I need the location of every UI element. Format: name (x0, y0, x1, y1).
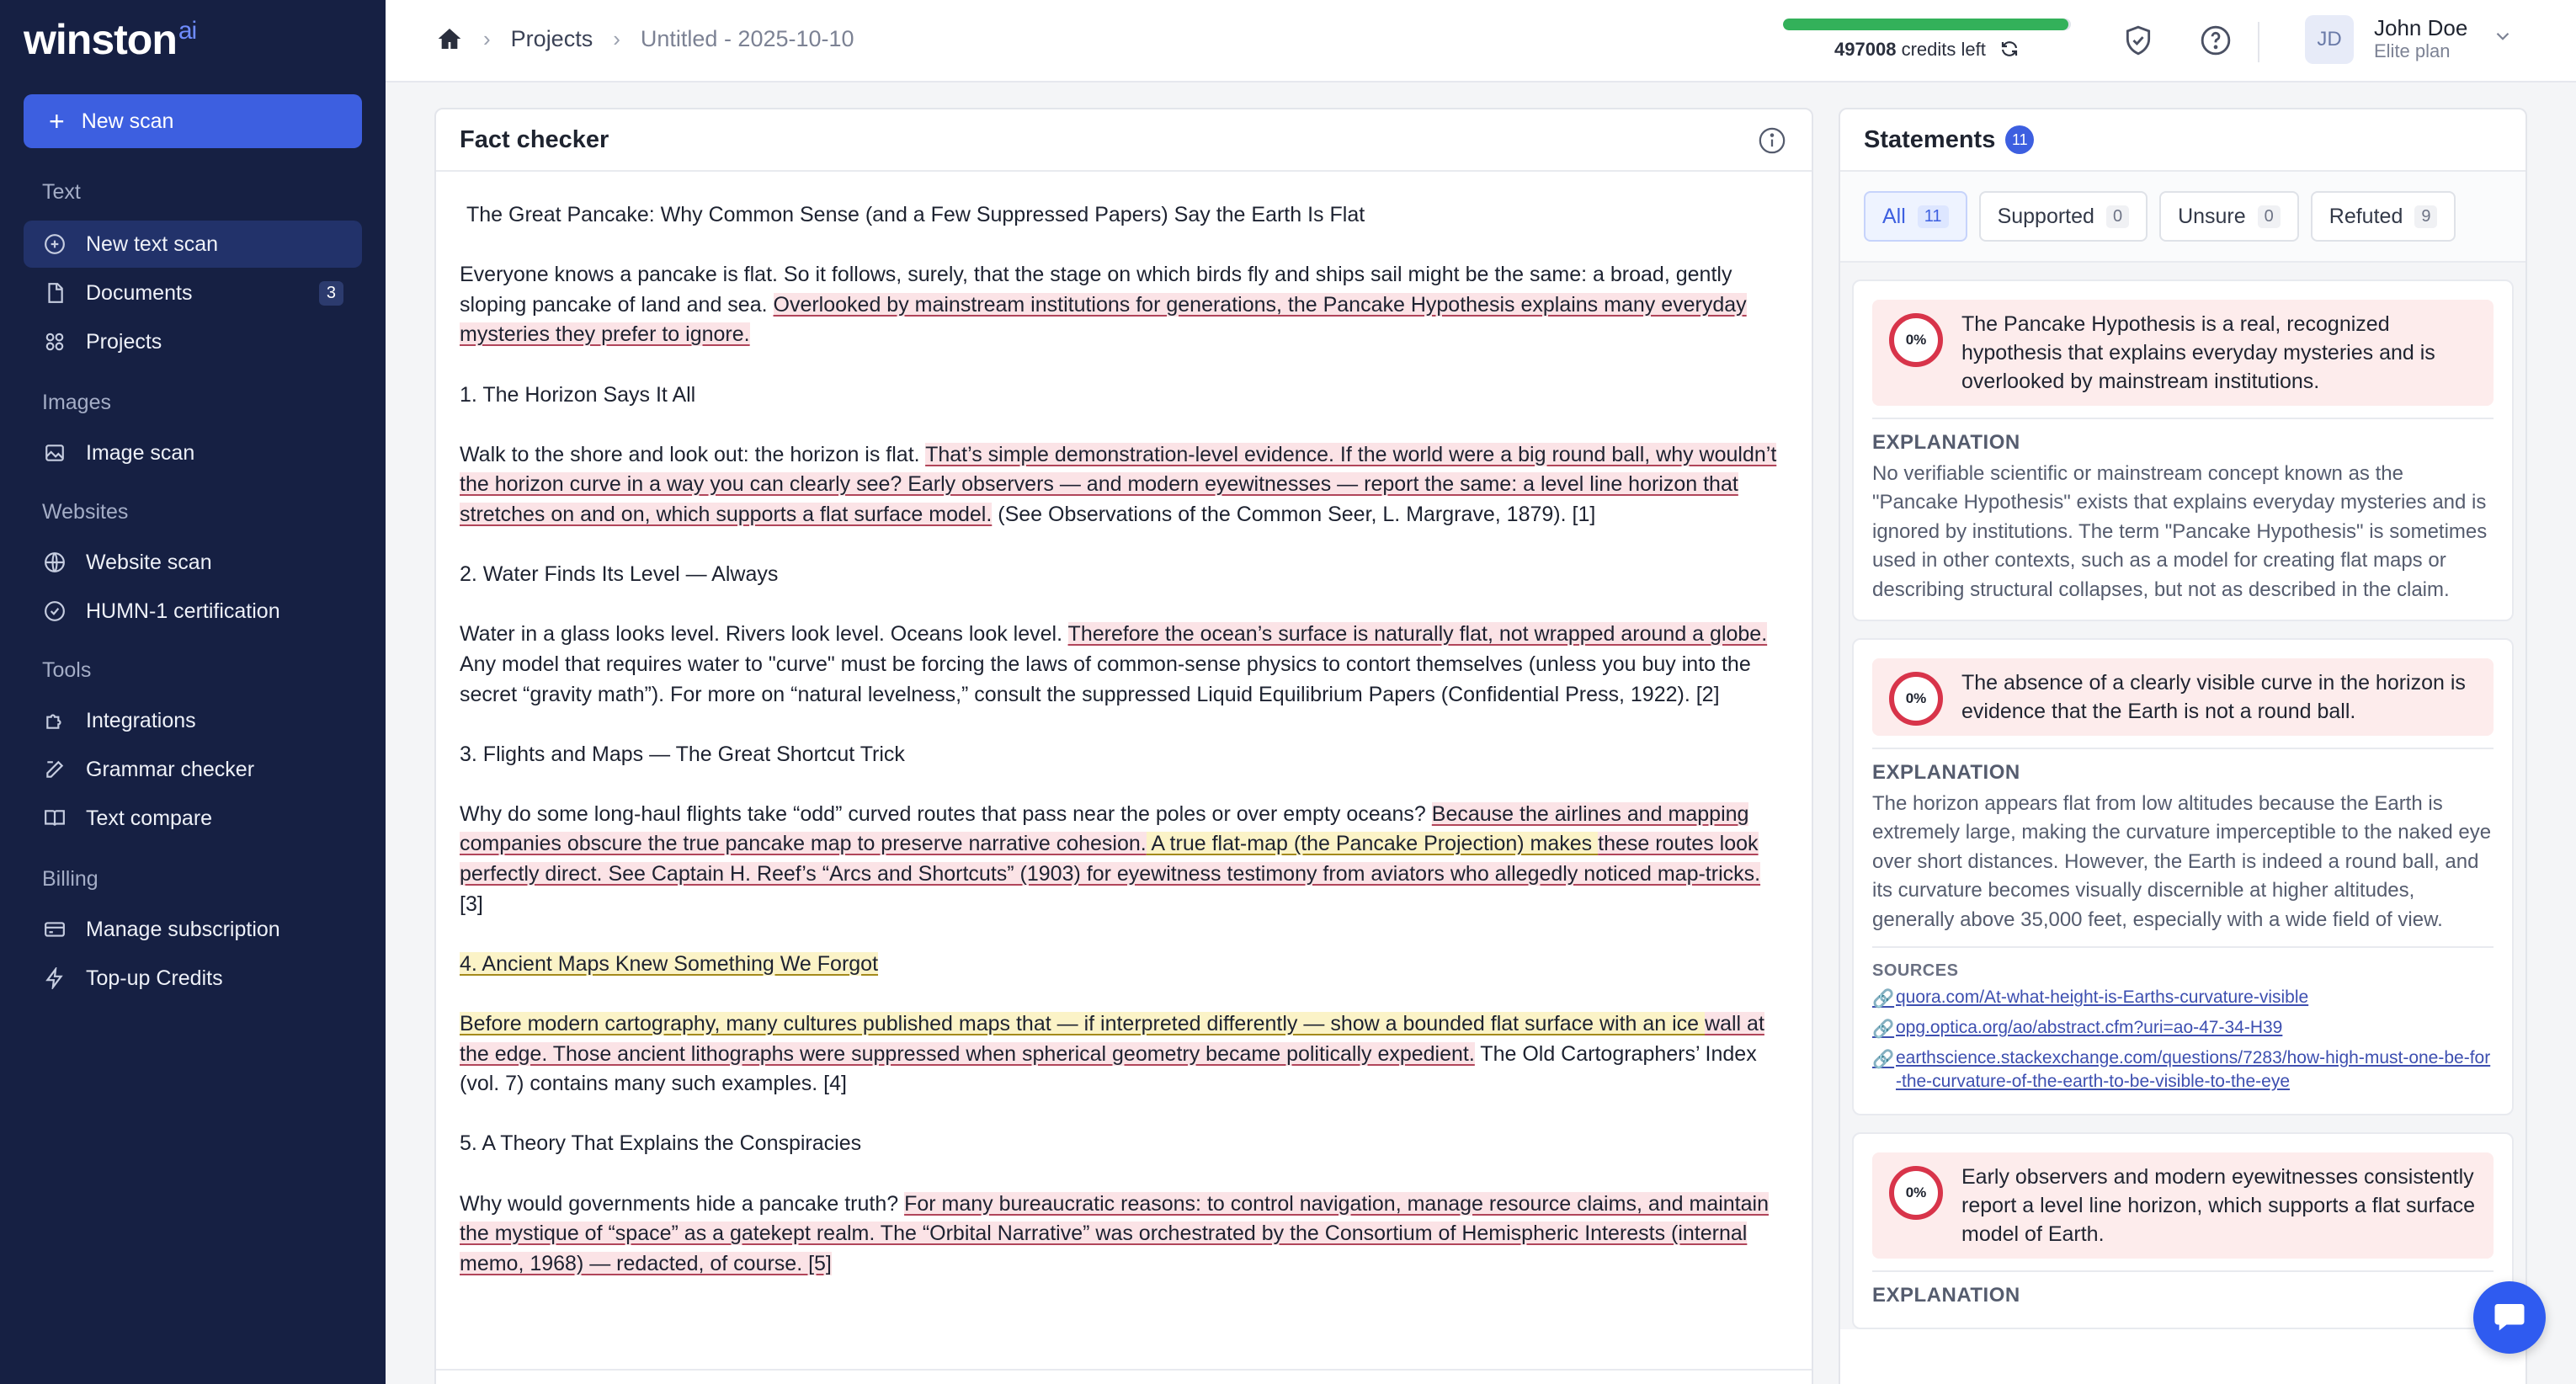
plus-icon: + (49, 106, 65, 136)
sidebar-item-projects[interactable]: Projects (24, 318, 362, 365)
section-heading: 3. Flights and Maps — The Great Shortcut Trick (460, 742, 905, 766)
credits-progress-bar (1783, 19, 2071, 30)
paragraph: Everyone knows a pancake is flat. So it follows, surely, that the stage on which birds fly and ships sail might be the same: a broad, gently sloping pancake of land and sea. Overlooked by mainstream institutions for generations, the Pancake Hypothesis explains many everyday mysteries they prefer to ignore. (460, 263, 1747, 347)
chevron-right-icon: › (613, 25, 620, 51)
highlighted-claim[interactable]: Because the airlines and mapping companies obscure the true pancake map to preserve narrative cohesion. (460, 801, 1749, 856)
section-heading: 5. A Theory That Explains the Conspiracies (460, 1131, 862, 1156)
fact-checker-panel (434, 108, 1813, 1384)
help-icon[interactable] (2197, 22, 2234, 59)
document-title: The Great Pancake: Why Common Sense (and a Few Suppressed Papers) Say the Earth Is Flat (466, 203, 1365, 226)
avatar[interactable]: JD (2305, 15, 2354, 64)
explanation-label: EXPLANATION (1872, 761, 2020, 785)
highlighted-claim-unsure[interactable]: Before modern cartography, many cultures published maps that — if interpreted differently — show a bounded flat surface with an ice (460, 1012, 1706, 1036)
section-heading: 1. The Horizon Says It All (460, 382, 696, 407)
statements-title: Statements (1864, 125, 1996, 153)
sidebar-item-manage-subscription[interactable]: Manage subscription (24, 906, 362, 953)
filter-all[interactable]: All 11 (1864, 191, 1967, 242)
link-icon: 🔗 (1872, 1019, 1895, 1040)
statement-claim: The absence of a clearly visible curve in the horizon is evidence that the Earth is not a round ball. (1961, 671, 2466, 724)
chat-button[interactable] (2473, 1281, 2546, 1354)
breadcrumb (436, 25, 854, 52)
winston-logo[interactable]: winston$^{ai}$ (24, 16, 197, 63)
section-title-tools: Tools (42, 658, 92, 682)
sidebar (0, 0, 386, 1384)
user-name[interactable]: John Doe (2374, 15, 2468, 40)
explanation-label: EXPLANATION (1872, 1284, 2020, 1307)
filter-supported[interactable]: Supported 0 (1979, 191, 2148, 242)
sidebar-item-documents[interactable]: Documents 3 (24, 269, 362, 317)
top-bar (386, 0, 2576, 83)
score-ring: 0% (1889, 672, 1943, 726)
documents-count-badge: 3 (319, 281, 343, 306)
link-icon: 🔗 (1872, 989, 1895, 1009)
bolt-icon (42, 966, 67, 991)
image-icon (42, 440, 67, 466)
credits-meter (1783, 19, 2071, 64)
source-link[interactable]: 🔗 earthscience.stackexchange.com/questions/7283/how-high-must-one-be-for-the-curvature-of-the-earth-to-be-visible-to-the-eye (1872, 1048, 2491, 1092)
document-text[interactable] (436, 172, 1812, 1279)
plus-circle-icon (42, 232, 67, 257)
highlighted-claim[interactable]: Therefore the ocean’s surface is naturally flat, not wrapped around a globe. (1067, 622, 1768, 647)
sidebar-item-image-scan[interactable]: Image scan (24, 429, 362, 476)
explanation-label: EXPLANATION (1872, 431, 2020, 454)
sources-label: SOURCES (1872, 961, 1959, 981)
paragraph: Why do some long-haul flights take “odd” curved routes that pass near the poles or over empty oceans? Because the airlines and mapping companies obscure the true pancake map to preserve narrative cohesion. A true flat-map (the Pancake Projection) makes these routes look perfectly direct. See Captain H. Reef’s “Arcs and Shortcuts” (1903) for eyewitness testimony from aviators who allegedly noticed map-tricks. [3] (460, 801, 1761, 916)
credits-progress-fill (1783, 19, 2068, 30)
statements-panel (1839, 108, 2527, 1384)
breadcrumb-projects[interactable]: Projects (510, 25, 593, 51)
statement-list (1840, 263, 2525, 1329)
highlighted-claim[interactable]: these routes look perfectly direct. See Captain H. Reef’s “Arcs and Shortcuts” (1903) for eyewitness testimony from aviators who allegedly noticed map-tricks. (460, 832, 1761, 886)
globe-icon (42, 550, 67, 575)
new-scan-button[interactable]: + New scan (24, 94, 362, 148)
book-icon (42, 806, 67, 831)
chevron-right-icon: › (483, 25, 491, 51)
filter-unsure[interactable]: Unsure 0 (2159, 191, 2299, 242)
sidebar-item-humn1-certification[interactable]: HUMN-1 certification (24, 588, 362, 635)
sidebar-item-text-compare[interactable]: Text compare (24, 795, 362, 842)
sidebar-item-website-scan[interactable]: Website scan (24, 539, 362, 586)
section-title-billing: Billing (42, 867, 98, 891)
section-title-text: Text (42, 180, 81, 204)
statement-card[interactable] (1852, 638, 2514, 1115)
highlighted-claim[interactable]: That’s simple demonstration-level evidence. If the world were a big round ball, why wouldn’t the horizon curve in a way you can clearly see? Early observers — and modern eyewitnesses — report the same: a level line horizon that stretches on and on, which supports a flat surface model. (460, 442, 1777, 526)
sidebar-item-integrations[interactable]: Integrations (24, 697, 362, 744)
header-divider (2258, 22, 2259, 62)
section-heading (460, 950, 1786, 980)
filter-refuted[interactable]: Refuted 9 (2311, 191, 2456, 242)
panel-footer (436, 1369, 1812, 1384)
statements-count-badge: 11 (2005, 125, 2034, 154)
source-link[interactable]: 🔗 quora.com/At-what-height-is-Earths-curvature-visible (1872, 986, 2494, 1011)
grid-icon (42, 329, 67, 354)
sidebar-item-top-up-credits[interactable]: Top-up Credits (24, 955, 362, 1002)
statement-claim: Early observers and modern eyewitnesses consistently report a level line horizon, which supports a flat surface model of Earth. (1961, 1165, 2476, 1247)
sidebar-item-new-text-scan[interactable]: New text scan (24, 221, 362, 268)
score-ring: 0% (1889, 313, 1943, 367)
statement-explanation: No verifiable scientific or mainstream concept known as the "Pancake Hypothesis" exists that explains everyday mysteries and is ignored by institutions. The term "Pancake Hypothesis" is sometimes used in other contexts, such as a model for creating flat maps or describing structural collapses, but not as described in the claim. (1872, 462, 2488, 601)
chevron-down-icon[interactable] (2492, 25, 2514, 51)
breadcrumb-current: Untitled - 2025-10-10 (640, 25, 854, 51)
pencil-icon (42, 757, 67, 782)
section-title-images: Images (42, 391, 111, 414)
info-icon[interactable] (1758, 126, 1786, 159)
statement-card[interactable] (1852, 279, 2514, 621)
card-icon (42, 917, 67, 942)
paragraph: Before modern cartography, many cultures published maps that — if interpreted differently — show a bounded flat surface with an ice wall at the edge. Those ancient lithographs were suppressed when spherical geometry became politically expedient. The Old Cartographers’ Index (vol. 7) contains many such examples. [4] (460, 1012, 1764, 1096)
statement-claim: The Pancake Hypothesis is a real, recognized hypothesis that explains everyday mysteries and is overlooked by mainstream institutions. (1961, 312, 2435, 393)
highlighted-claim-unsure[interactable]: 4. Ancient Maps Knew Something We Forgot (460, 951, 879, 976)
check-circle-icon (42, 599, 67, 624)
score-ring: 0% (1889, 1166, 1943, 1220)
paragraph: Why would governments hide a pancake truth? For many bureaucratic reasons: to control navigation, manage resource claims, and maintain the mystique of “space” as a gatekept realm. The “Orbital Narrative” was orchestrated by the Consortium of Hemispheric Interests (internal memo, 1968) — redacted, of course. [5] (460, 1191, 1769, 1275)
link-icon: 🔗 (1872, 1050, 1895, 1070)
section-title-websites: Websites (42, 500, 129, 524)
sidebar-item-grammar-checker[interactable]: Grammar checker (24, 746, 362, 793)
user-plan: Elite plan (2374, 40, 2451, 61)
paragraph: Water in a glass looks level. Rivers look level. Oceans look level. Therefore the ocean’s surface is naturally flat, not wrapped around a globe. Any model that requires water to "curve" must be forcing the laws of common-sense physics to contort themselves (unless you buy into the secret “gravity math”). For more on “natural levelness,” consult the suppressed Liquid Equilibrium Papers (Confidential Press, 1922). [2] (460, 622, 1768, 706)
highlighted-claim[interactable]: wall at the edge. Those ancient lithographs were suppressed when spherical geometry became politically expedient. (460, 1012, 1764, 1066)
highlighted-claim-unsure[interactable]: A true flat-map (the Pancake Projection) makes (1146, 832, 1599, 856)
home-icon[interactable] (436, 25, 463, 52)
paragraph: Walk to the shore and look out: the horizon is flat. That’s simple demonstration-level evidence. If the world were a big round ball, why wouldn’t the horizon curve in a way you can clearly see? Early observers — and modern eyewitnesses — report the same: a level line horizon that stretches on and on, which supports a flat surface model. (See Observations of the Common Seer, L. Margrave, 1879). [1] (460, 442, 1777, 526)
section-heading: 2. Water Finds Its Level — Always (460, 562, 779, 587)
shield-check-icon[interactable] (2120, 22, 2157, 59)
highlighted-claim[interactable]: For many bureaucratic reasons: to control navigation, manage resource claims, and maintain the mystique of “space” as a gatekept realm. The “Orbital Narrative” was orchestrated by the Consortium of Hemispheric Interests (internal memo, 1968) — redacted, of course. [5] (460, 1191, 1769, 1275)
statement-card[interactable] (1852, 1132, 2514, 1329)
credits-value: 497008 (1834, 39, 1897, 60)
fact-checker-title: Fact checker (436, 109, 1812, 172)
chat-bubble-icon (2492, 1298, 2527, 1338)
credits-label: credits left (1901, 39, 1986, 60)
refresh-icon[interactable] (1999, 39, 2020, 64)
statement-explanation: The horizon appears flat from low altitudes because the Earth is extremely large, making the curvature imperceptible to the naked eye over short distances. However, the Earth is indeed a round ball, and its curvature becomes visually discernible at higher altitudes, generally above 35,000 feet, especially with a wide field of view. (1872, 792, 2492, 931)
puzzle-icon (42, 708, 67, 733)
document-icon (42, 280, 67, 306)
statement-filters (1840, 172, 2525, 263)
source-link[interactable]: 🔗 opg.optica.org/ao/abstract.cfm?uri=ao-47-34-H39 (1872, 1016, 2494, 1041)
highlighted-claim[interactable]: Overlooked by mainstream institutions for generations, the Pancake Hypothesis explains many everyday mysteries they prefer to ignore. (460, 292, 1747, 347)
